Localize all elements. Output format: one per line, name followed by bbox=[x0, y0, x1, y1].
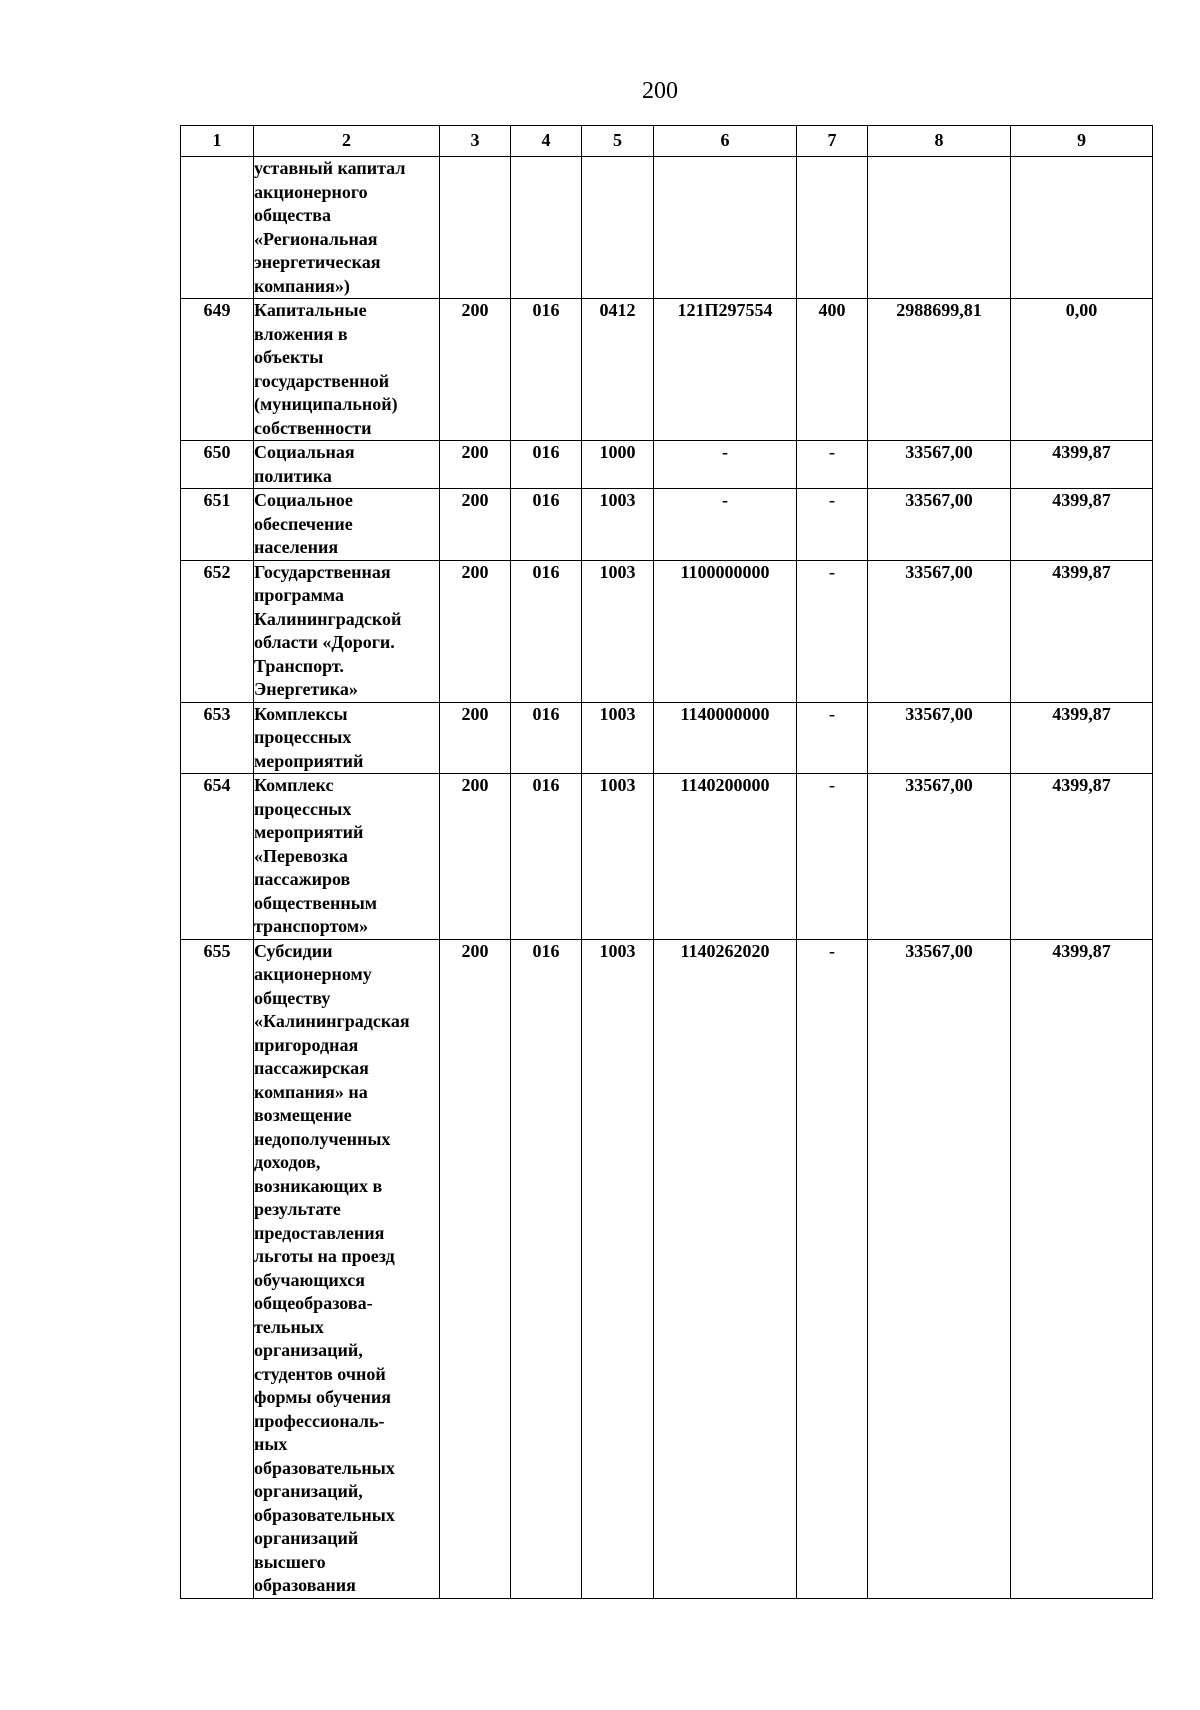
row-col-7: - bbox=[797, 489, 868, 561]
row-col-3: 200 bbox=[440, 560, 511, 702]
row-col-7 bbox=[797, 157, 868, 299]
row-col-8: 2988699,81 bbox=[868, 299, 1011, 441]
table-header bbox=[181, 126, 1153, 157]
row-name bbox=[254, 489, 440, 561]
row-col-7: - bbox=[797, 939, 868, 1598]
row-name-text: Государственная программа Калининградской области «Дороги. Транспорт. Энергетика» bbox=[254, 561, 402, 699]
row-col-9: 4399,87 bbox=[1011, 939, 1153, 1598]
row-col-7: - bbox=[797, 441, 868, 489]
row-name-text: Капитальные вложения в объекты государственной (муниципальной) собственности bbox=[254, 300, 398, 438]
row-col-5: 0412 bbox=[582, 299, 654, 441]
row-col-7: - bbox=[797, 560, 868, 702]
row-col-5: 1000 bbox=[582, 441, 654, 489]
row-col-7: 400 bbox=[797, 299, 868, 441]
table-row bbox=[181, 774, 1153, 940]
header-col-7: 7 bbox=[797, 126, 868, 157]
row-col-8: 33567,00 bbox=[868, 489, 1011, 561]
row-col-8: 33567,00 bbox=[868, 560, 1011, 702]
table-row bbox=[181, 489, 1153, 561]
row-number: 650 bbox=[181, 441, 254, 489]
row-col-8: 33567,00 bbox=[868, 441, 1011, 489]
row-name-text: Социальная политика bbox=[254, 442, 355, 486]
row-col-4: 016 bbox=[511, 939, 582, 1598]
row-name-text: Социальное обеспечение населения bbox=[254, 490, 353, 557]
row-col-3: 200 bbox=[440, 441, 511, 489]
row-col-5: 1003 bbox=[582, 489, 654, 561]
table-body bbox=[181, 157, 1153, 1599]
row-number: 651 bbox=[181, 489, 254, 561]
row-col-3: 200 bbox=[440, 299, 511, 441]
row-col-5: 1003 bbox=[582, 939, 654, 1598]
row-name bbox=[254, 939, 440, 1598]
row-number: 654 bbox=[181, 774, 254, 940]
row-col-3: 200 bbox=[440, 939, 511, 1598]
row-col-3 bbox=[440, 157, 511, 299]
header-col-6: 6 bbox=[654, 126, 797, 157]
row-number bbox=[181, 157, 254, 299]
row-col-9: 4399,87 bbox=[1011, 560, 1153, 702]
row-name bbox=[254, 702, 440, 774]
row-name bbox=[254, 157, 440, 299]
row-col-7: - bbox=[797, 774, 868, 940]
row-col-6: 1140200000 bbox=[654, 774, 797, 940]
row-name bbox=[254, 774, 440, 940]
header-col-2: 2 bbox=[254, 126, 440, 157]
row-col-6: 1140000000 bbox=[654, 702, 797, 774]
row-col-4: 016 bbox=[511, 299, 582, 441]
row-col-5: 1003 bbox=[582, 702, 654, 774]
row-col-9 bbox=[1011, 157, 1153, 299]
header-col-3: 3 bbox=[440, 126, 511, 157]
row-number: 653 bbox=[181, 702, 254, 774]
row-name-text: Комплекс процессных мероприятий «Перевозка пассажиров общественным транспортом» bbox=[254, 775, 378, 936]
row-col-4: 016 bbox=[511, 489, 582, 561]
row-col-9: 4399,87 bbox=[1011, 441, 1153, 489]
row-col-4: 016 bbox=[511, 441, 582, 489]
header-col-8: 8 bbox=[868, 126, 1011, 157]
row-col-6: 121П297554 bbox=[654, 299, 797, 441]
row-col-9: 4399,87 bbox=[1011, 774, 1153, 940]
row-col-5: 1003 bbox=[582, 774, 654, 940]
header-col-4: 4 bbox=[511, 126, 582, 157]
table-row bbox=[181, 157, 1153, 299]
row-col-9: 0,00 bbox=[1011, 299, 1153, 441]
row-col-6: - bbox=[654, 489, 797, 561]
row-col-6: 1140262020 bbox=[654, 939, 797, 1598]
table-row bbox=[181, 441, 1153, 489]
row-col-3: 200 bbox=[440, 774, 511, 940]
row-name-text: уставный капитал акционерного общества «Региональная энергетическая компания») bbox=[254, 158, 406, 296]
table-row bbox=[181, 299, 1153, 441]
row-col-7: - bbox=[797, 702, 868, 774]
row-number: 649 bbox=[181, 299, 254, 441]
row-name bbox=[254, 299, 440, 441]
row-col-8: 33567,00 bbox=[868, 939, 1011, 1598]
row-col-6: 1100000000 bbox=[654, 560, 797, 702]
row-col-8 bbox=[868, 157, 1011, 299]
page-number: 200 bbox=[642, 78, 678, 104]
row-col-8: 33567,00 bbox=[868, 774, 1011, 940]
row-number: 652 bbox=[181, 560, 254, 702]
budget-table bbox=[180, 125, 1153, 1599]
table-row bbox=[181, 560, 1153, 702]
row-col-5: 1003 bbox=[582, 560, 654, 702]
row-col-4: 016 bbox=[511, 560, 582, 702]
row-col-5 bbox=[582, 157, 654, 299]
row-col-6: - bbox=[654, 441, 797, 489]
row-col-4 bbox=[511, 157, 582, 299]
header-col-1: 1 bbox=[181, 126, 254, 157]
row-name-text: Субсидии акционерному обществу «Калининградская пригородная пассажирская компания» на возмещение недополученных доходов, возникающих в результате предоставления льготы на проезд обучающихся общеобразова- тельных организаций, студентов очной формы обучения профессиональ- ных образовательных организаций, образовательных организаций высшего образования bbox=[254, 940, 410, 1595]
row-name bbox=[254, 560, 440, 702]
row-name-text: Комплексы процессных мероприятий bbox=[254, 703, 364, 771]
header-row bbox=[181, 126, 1153, 157]
table-row bbox=[181, 939, 1153, 1598]
row-number: 655 bbox=[181, 939, 254, 1598]
row-col-4: 016 bbox=[511, 702, 582, 774]
header-col-5: 5 bbox=[582, 126, 654, 157]
row-col-3: 200 bbox=[440, 702, 511, 774]
header-col-9: 9 bbox=[1011, 126, 1153, 157]
row-col-9: 4399,87 bbox=[1011, 702, 1153, 774]
row-col-8: 33567,00 bbox=[868, 702, 1011, 774]
table-row bbox=[181, 702, 1153, 774]
row-name bbox=[254, 441, 440, 489]
row-col-9: 4399,87 bbox=[1011, 489, 1153, 561]
row-col-6 bbox=[654, 157, 797, 299]
row-col-3: 200 bbox=[440, 489, 511, 561]
row-col-4: 016 bbox=[511, 774, 582, 940]
